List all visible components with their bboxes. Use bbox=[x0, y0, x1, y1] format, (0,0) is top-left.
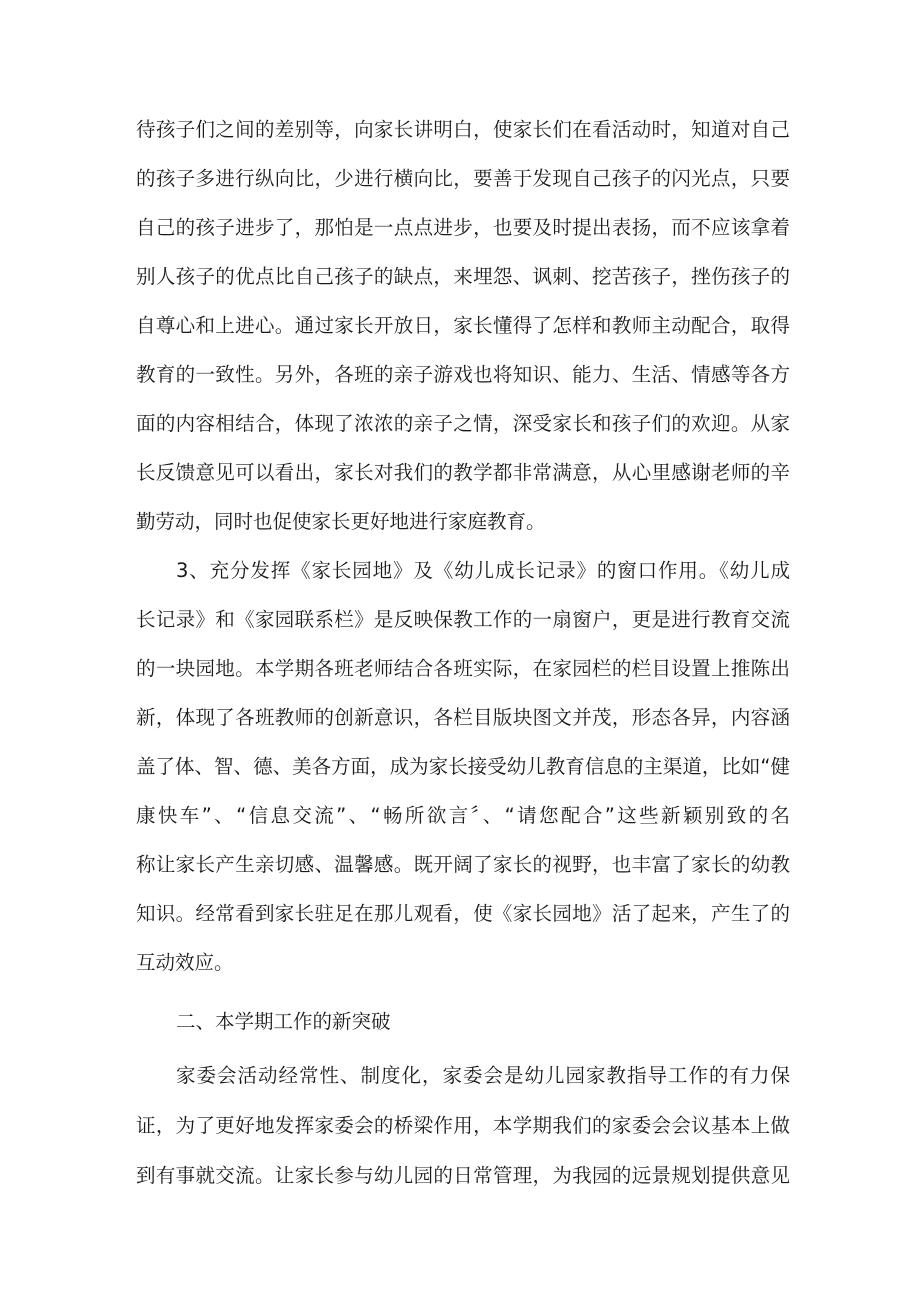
paragraph-2-line-2: 长记录》和《家园联系栏》是反映保教工作的一扇窗户，更是进行教育交流 bbox=[136, 608, 790, 631]
paragraph-1-line-5: 自尊心和上进心。通过家长开放日，家长懂得了怎样和教师主动配合，取得 bbox=[136, 314, 790, 337]
paragraph-2-line-5: 盖了体、智、德、美各方面，成为家长接受幼儿教育信息的主渠道，比如“健 bbox=[136, 755, 790, 778]
paragraph-2-line-7: 称让家长产生亲切感、温馨感。既开阔了家长的视野，也丰富了家长的幼教 bbox=[136, 853, 790, 876]
paragraph-3-line-1: 家委会活动经常性、制度化，家委会是幼儿园家教指导工作的有力保 bbox=[176, 1064, 790, 1087]
section-heading: 二、本学期工作的新突破 bbox=[176, 1010, 391, 1033]
paragraph-2-line-1: 3、充分发挥《家长园地》及《幼儿成长记录》的窗口作用。《幼儿成 bbox=[176, 559, 790, 582]
paragraph-1-line-7: 面的内容相结合，体现了浓浓的亲子之情，深受家长和孩子们的欢迎。从家 bbox=[136, 412, 790, 435]
paragraph-2-line-6: 康快车”、“信息交流”、“畅所欲言〞、“请您配合”这些新颖别致的名 bbox=[136, 804, 790, 827]
paragraph-1-line-8: 长反馈意见可以看出，家长对我们的教学都非常满意，从心里感谢老师的辛 bbox=[136, 461, 790, 484]
paragraph-1-line-4: 别人孩子的优点比自己孩子的缺点，来埋怨、讽刺、挖苦孩子，挫伤孩子的 bbox=[136, 265, 790, 288]
paragraph-3-line-3: 到有事就交流。让家长参与幼儿园的日常管理，为我园的远景规划提供意见 bbox=[136, 1164, 790, 1187]
paragraph-2-line-3: 的一块园地。本学期各班老师结合各班实际，在家园栏的栏目设置上推陈出 bbox=[136, 657, 790, 680]
paragraph-2-line-4: 新，体现了各班教师的创新意识，各栏目版块图文并茂，形态各异，内容涵 bbox=[136, 706, 790, 729]
paragraph-2-line-8: 知识。经常看到家长驻足在那儿观看，使《家长园地》活了起来，产生了的 bbox=[136, 902, 790, 925]
paragraph-3-line-2: 证，为了更好地发挥家委会的桥梁作用，本学期我们的家委会会议基本上做 bbox=[136, 1114, 790, 1137]
paragraph-1-line-6: 教育的一致性。另外，各班的亲子游戏也将知识、能力、生活、情感等各方 bbox=[136, 363, 790, 386]
paragraph-1-line-3: 自己的孩子进步了，那怕是一点点进步，也要及时提出表扬，而不应该拿着 bbox=[136, 216, 790, 239]
paragraph-1-line-1: 待孩子们之间的差别等，向家长讲明白，使家长们在看活动时，知道对自己 bbox=[136, 118, 790, 141]
paragraph-2-line-9: 互动效应。 bbox=[136, 951, 234, 974]
paragraph-1-line-2: 的孩子多进行纵向比，少进行横向比，要善于发现自己孩子的闪光点，只要 bbox=[136, 167, 790, 190]
paragraph-1-line-9: 勤劳动，同时也促使家长更好地进行家庭教育。 bbox=[136, 510, 546, 533]
